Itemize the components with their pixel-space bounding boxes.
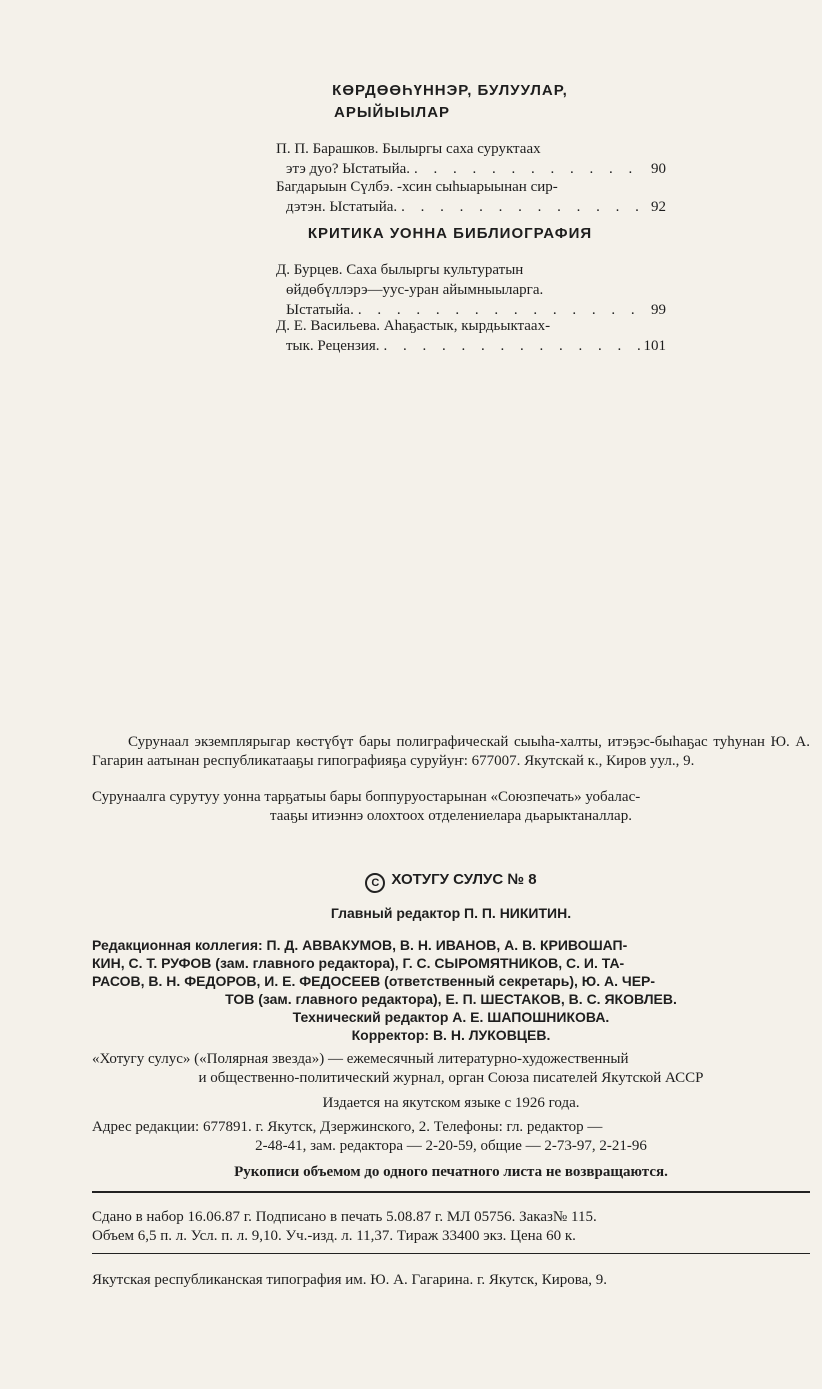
chief-editor: Главный редактор П. П. НИКИТИН. bbox=[330, 905, 572, 921]
leader-dots bbox=[414, 159, 647, 179]
toc-entry-barashkov bbox=[276, 139, 666, 179]
manuscripts-notice: Рукописи объемом до одного печатного листа не возвращаются. bbox=[234, 1164, 668, 1180]
toc-entry-line: тык. Рецензия. bbox=[286, 338, 380, 354]
toc-entry-bagdaryyn bbox=[276, 177, 666, 217]
editorial-board-line: Редакционная коллегия: П. Д. АВВАКУМОВ, В. Н. ИВАНОВ, А. В. КРИВОШАП- bbox=[92, 937, 628, 953]
divider bbox=[92, 1191, 810, 1193]
published-since: Издается на якутском языке с 1926 года. bbox=[322, 1095, 580, 1111]
subscription-notice-line1: Сурунаалга сурутуу уонна тарҕатыы бары боппуруостарынан «Союзпечать» уобалас- bbox=[92, 789, 641, 805]
toc-entry-line: Багдарыын Сүлбэ. -хсин сыһыарыынан сир- bbox=[276, 179, 558, 195]
toc-page-number: 92 bbox=[651, 199, 666, 215]
editorial-board-line: КИН, С. Т. РУФОВ (зам. главного редактора), Г. С. СЫРОМЯТНИКОВ, С. И. ТА- bbox=[92, 955, 625, 971]
imprint bbox=[92, 1208, 810, 1246]
editorial-board-line: ТОВ (зам. главного редактора), Е. П. ШЕСТАКОВ, В. С. ЯКОВЛЕВ. bbox=[225, 991, 677, 1007]
toc-page-number: 99 bbox=[651, 302, 666, 318]
journal-description-line2: и общественно-политический журнал, орган Союза писателей Якутской АССР bbox=[198, 1070, 704, 1086]
editorial-board-line: РАСОВ, В. Н. ФЕДОРОВ, И. Е. ФЕДОСЕЕВ (ответственный секретарь), Ю. А. ЧЕР- bbox=[92, 973, 656, 989]
toc-entry-vasilyeva bbox=[276, 316, 666, 356]
toc-section-title-line1: КӨРДӨӨҺҮННЭР, БУЛУУЛАР, bbox=[332, 82, 568, 99]
imprint-line1: Сдано в набор 16.06.87 г. Подписано в печать 5.08.87 г. МЛ 05756. Заказ№ 115. bbox=[92, 1209, 597, 1225]
errata-notice: Сурунаал экземплярыгар көстүбүт бары полиграфическай сыыһа-халты, итэҕэс-быһаҕас туһунан Ю. А. Гагарин аатынан республикатааҕы гипографияҕа суруйуҥ: 677007. Якутскай к., Киров уул., 9. bbox=[92, 734, 810, 769]
tech-editor: Технический редактор А. Е. ШАПОШНИКОВА. bbox=[292, 1009, 610, 1025]
copyright-icon: С bbox=[365, 873, 385, 893]
toc-entry-line: өйдөбүллэрэ—уус-уран айымныыларга. bbox=[286, 282, 544, 298]
toc-section-title-criticism: КРИТИКА УОННА БИБЛИОГРАФИЯ bbox=[307, 225, 593, 242]
toc-section-title-line2: АРЫЙЫЫЛАР bbox=[334, 104, 451, 121]
editorial-address bbox=[92, 1118, 810, 1156]
editorial-board bbox=[92, 936, 810, 1044]
toc-entry-line: Д. Бурцев. Саха былыргы культуратын bbox=[276, 262, 524, 278]
journal-title-text: ХОТУГУ СУЛУС № 8 bbox=[391, 871, 537, 888]
toc-entry-line: этэ дуо? Ыстатыйа. bbox=[286, 161, 411, 177]
editorial-address-line2: 2-48-41, зам. редактора — 2-20-59, общие — 2-73-97, 2-21-96 bbox=[255, 1138, 647, 1154]
toc-entry-line: П. П. Барашков. Былыргы саха суруктаах bbox=[276, 141, 541, 157]
journal-description bbox=[92, 1050, 810, 1088]
editorial-address-line1: Адрес редакции: 677891. г. Якутск, Дзержинского, 2. Телефоны: гл. редактор — bbox=[92, 1119, 603, 1135]
printer-info: Якутская республиканская типография им. Ю. А. Гагарина. г. Якутск, Кирова, 9. bbox=[92, 1272, 608, 1288]
subscription-notice-line2: тааҕы итиэннэ олохтоох отделениелара дьарыктаналлар. bbox=[270, 808, 632, 824]
leader-dots bbox=[401, 197, 647, 217]
toc-entry-burtsev bbox=[276, 260, 666, 320]
divider bbox=[92, 1253, 810, 1254]
toc-page-number: 90 bbox=[651, 161, 666, 177]
corrector: Корректор: В. Н. ЛУКОВЦЕВ. bbox=[351, 1027, 551, 1043]
toc-page-number: 101 bbox=[643, 338, 666, 354]
journal-title bbox=[92, 870, 810, 893]
toc-entry-line: Д. Е. Васильева. Аһаҕастык, кырдьыктаах- bbox=[276, 318, 551, 334]
toc-entry-line: Ыстатыйа. bbox=[286, 302, 354, 318]
toc-section-title bbox=[250, 82, 650, 99]
toc-entry-line: дэтэн. Ыстатыйа. bbox=[286, 199, 398, 215]
imprint-line2: Объем 6,5 п. л. Усл. п. л. 9,10. Уч.-изд. л. 11,37. Тираж 33400 экз. Цена 60 к. bbox=[92, 1228, 576, 1244]
subscription-notice bbox=[92, 788, 810, 826]
leader-dots bbox=[384, 336, 640, 356]
journal-description-line1: «Хотугу сулус» («Полярная звезда») — ежемесячный литературно-художественный bbox=[92, 1051, 629, 1067]
